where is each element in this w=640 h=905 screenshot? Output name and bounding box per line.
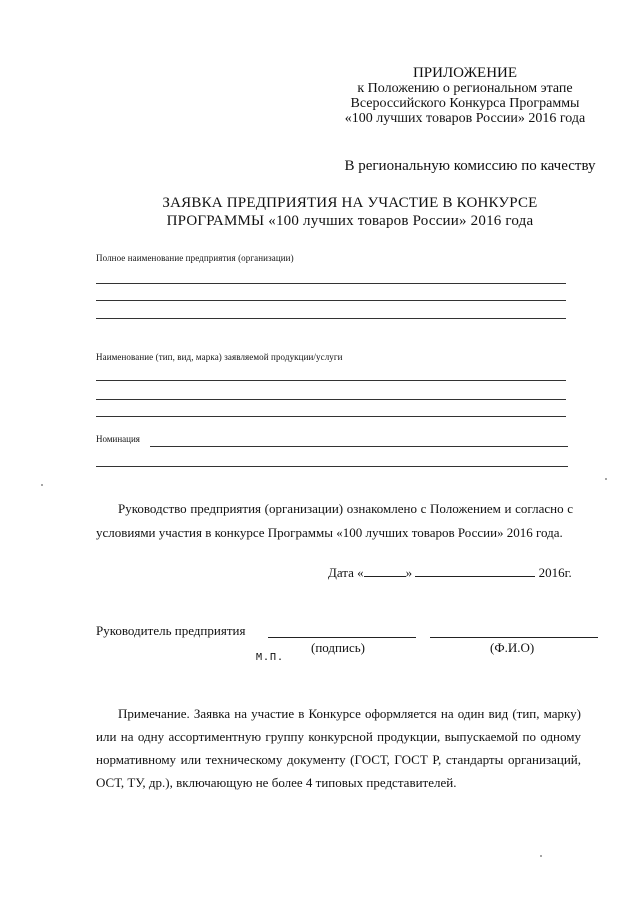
date-mid: »	[405, 565, 413, 580]
date-day-field[interactable]	[364, 564, 406, 577]
scan-speck	[540, 855, 542, 857]
appendix-line-1: к Положению о региональном этапе	[357, 81, 573, 96]
statement-paragraph: Руководство предприятия (организации) ознакомлено с Положением и согласно с условиями участия в конкурсе Программы «100 лучших товаров России» 2016 года.	[96, 501, 573, 540]
title-line-2: ПРОГРАММЫ «100 лучших товаров России» 2016 года	[166, 213, 534, 229]
appendix-block	[330, 66, 600, 126]
date-prefix: Дата «	[328, 565, 364, 580]
appendix-title: ПРИЛОЖЕНИЕ	[412, 65, 518, 81]
scan-speck	[605, 478, 607, 480]
org-name-line-3[interactable]	[96, 318, 566, 319]
stamp-place-label: М.П.	[256, 652, 285, 663]
date-year-suffix: 2016г.	[538, 565, 572, 580]
product-line-3[interactable]	[96, 416, 566, 417]
product-label: Наименование (тип, вид, марка) заявляемой продукции/услуги	[96, 352, 343, 362]
note-paragraph: Примечание. Заявка на участие в Конкурсе оформляется на один вид (тип, марку) или на одну ассортиментную группу конкурсной продукции, выпускаемой по одному нормативному или техническому документу (ГОСТ, ГОСТ Р, стандарты организаций, ОСТ, ТУ, др.), включающую не более 4 типовых представителей.	[96, 706, 581, 790]
date-month-field[interactable]	[415, 564, 535, 577]
commission-addressee: В региональную комиссию по качеству	[344, 158, 596, 174]
appendix-line-2: Всероссийского Конкурса Программы	[350, 96, 580, 111]
full-name-line[interactable]	[430, 637, 598, 638]
org-name-label: Полное наименование предприятия (организации)	[96, 253, 294, 263]
org-name-line-2[interactable]	[96, 300, 566, 301]
scan-speck	[41, 484, 43, 486]
appendix-line-3: «100 лучших товаров России» 2016 года	[344, 111, 586, 126]
date-row	[328, 564, 572, 581]
product-line-2[interactable]	[96, 399, 566, 400]
document-title	[130, 194, 570, 230]
product-line-1[interactable]	[96, 380, 566, 381]
nomination-line-2[interactable]	[96, 466, 568, 467]
title-line-1: ЗАЯВКА ПРЕДПРИЯТИЯ НА УЧАСТИЕ В КОНКУРСЕ	[162, 195, 538, 211]
nomination-label: Номинация	[96, 434, 140, 444]
full-name-caption: (Ф.И.О)	[490, 640, 535, 655]
signature-caption: (подпись)	[311, 640, 365, 655]
director-label: Руководитель предприятия	[96, 623, 246, 638]
signature-line[interactable]	[268, 637, 416, 638]
nomination-line-1[interactable]	[150, 446, 568, 447]
org-name-line-1[interactable]	[96, 283, 566, 284]
